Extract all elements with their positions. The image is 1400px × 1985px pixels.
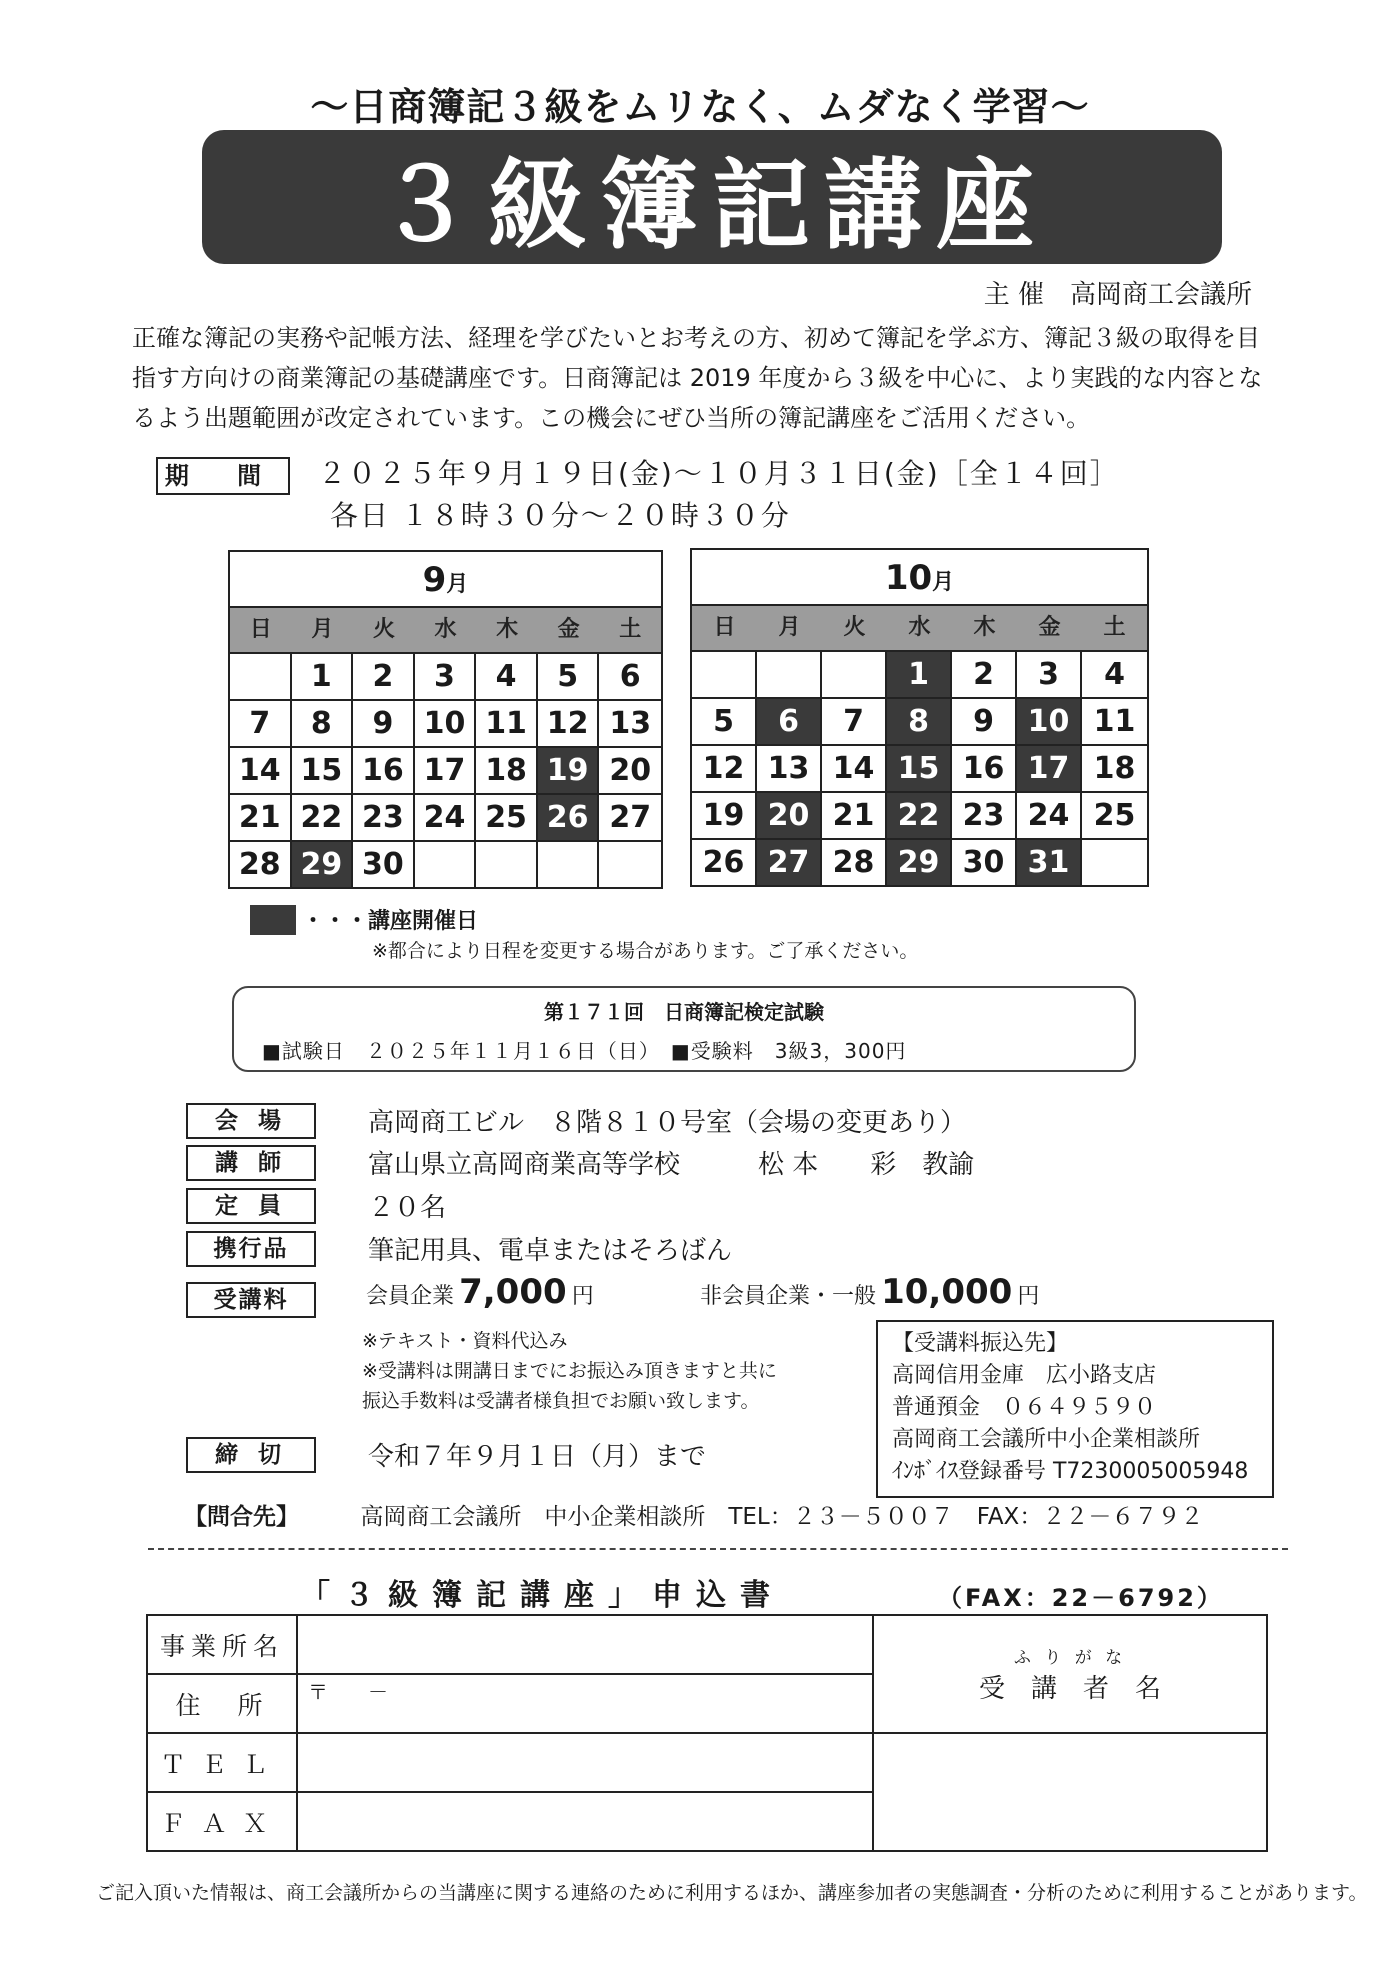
calendar-day-class: 20 [757, 793, 822, 840]
capacity-value: ２０名 [368, 1193, 447, 1223]
calendar-day-class: 6 [757, 699, 822, 746]
teacher-value: 富山県立高岡商業高等学校 松 本 彩 教諭 [368, 1150, 975, 1180]
calendar-day: 17 [415, 748, 477, 795]
items-label: 携行品 [186, 1231, 316, 1267]
calendar-day: 18 [476, 748, 538, 795]
calendar-day: 13 [757, 746, 822, 793]
business-name-field[interactable] [297, 1615, 873, 1674]
bank-line: 高岡信用金庫 広小路支店 [892, 1363, 1157, 1388]
calendar-day-class: 19 [538, 748, 600, 795]
calendar-day-class: 26 [538, 795, 600, 842]
calendar-day: 12 [538, 701, 600, 748]
weekday-label: 月 [311, 617, 334, 642]
calendar-day: 22 [292, 795, 354, 842]
calendar-day: 24 [415, 795, 477, 842]
deadline-value: 令和７年９月１日（月）まで [368, 1442, 707, 1472]
calendar-day: 7 [822, 699, 887, 746]
calendar-empty-cell [476, 842, 538, 887]
calendar-day-class: 29 [887, 840, 952, 885]
organizer: 主 催 高岡商工会議所 [983, 280, 1252, 310]
weekday-label: 木 [973, 615, 996, 640]
bank-line: 高岡商工会議所中小企業相談所 [892, 1427, 1201, 1452]
calendar-day-class: 29 [292, 842, 354, 887]
calendar-day: 16 [353, 748, 415, 795]
deadline-label: 締 切 [186, 1437, 316, 1473]
calendar-day: 30 [952, 840, 1017, 885]
bank-line: ｲﾝﾎﾞｲｽ登録番号 T7230005005948 [892, 1459, 1249, 1484]
calendar-day: 4 [476, 654, 538, 701]
form-fax: （FAX：22－6792） [938, 1584, 1224, 1612]
business-name-label: 事業所名 [147, 1615, 297, 1674]
calendar-day: 11 [476, 701, 538, 748]
calendar-september [228, 550, 663, 889]
calendar-empty-cell [415, 842, 477, 887]
bank-info-box [876, 1320, 1274, 1498]
calendar-day: 6 [599, 654, 661, 701]
calendar-day-class: 31 [1017, 840, 1082, 885]
application-form [146, 1614, 1268, 1852]
weekday-label: 月 [778, 615, 801, 640]
cut-line [148, 1548, 1288, 1550]
venue-label: 会 場 [186, 1103, 316, 1139]
calendar-day: 20 [599, 748, 661, 795]
fee-member: 会員企業 7,000 円 [366, 1272, 594, 1312]
teacher-label: 講 師 [186, 1145, 316, 1181]
calendar-empty-cell [230, 654, 292, 701]
calendar-weekday-header [692, 606, 1147, 652]
venue-value: 高岡商工ビル ８階８１０号室（会場の変更あり） [368, 1108, 967, 1138]
calendar-day: 4 [1082, 652, 1147, 699]
items-value: 筆記用具、電卓またはそろばん [368, 1236, 733, 1266]
period-dates: ２０２５年９月１９日(金)～１０月３１日(金)［全１４回］ [318, 457, 1120, 490]
calendar-day: 28 [822, 840, 887, 885]
calendar-day: 14 [822, 746, 887, 793]
calendar-empty-cell [822, 652, 887, 699]
calendar-day-class: 8 [887, 699, 952, 746]
fax-field[interactable] [297, 1792, 873, 1851]
contact-info: 【問合先】 高岡商工会議所 中小企業相談所 TEL：２３－５００７ FAX：２２－６７９２ [184, 1504, 1204, 1530]
calendar-day-class: 27 [757, 840, 822, 885]
calendar-day: 5 [692, 699, 757, 746]
weekday-label: 木 [496, 617, 519, 642]
legend-swatch [250, 905, 296, 935]
weekday-label: 土 [619, 617, 642, 642]
fee-notes: ※テキスト・資料代込み ※受講料は開講日までにお振込み頂きますと共に 振込手数料は受講者様負担でお願い致します。 [362, 1330, 777, 1412]
calendar-day: 25 [1082, 793, 1147, 840]
calendar-day: 5 [538, 654, 600, 701]
calendar-day: 9 [952, 699, 1017, 746]
calendar-october [690, 548, 1149, 887]
calendar-empty-cell [692, 652, 757, 699]
intro-text: 正確な簿記の実務や記帳方法、経理を学びたいとお考えの方、初めて簿記を学ぶ方、簿記３級の取得を目指す方向けの商業簿記の基礎講座です。日商簿記は 2019 年度から３級を中心に、より実践的な内容となるよう出題範囲が改定されています。この機会にぜひ当所の簿記講座をご活用ください。 [132, 324, 1263, 432]
fax-label: ＦＡＸ [147, 1792, 297, 1851]
calendar-month-title: 10月 [692, 550, 1147, 606]
calendar-day: 15 [292, 748, 354, 795]
calendar-day: 3 [415, 654, 477, 701]
weekday-label: 金 [1038, 615, 1061, 640]
calendar-day: 21 [822, 793, 887, 840]
weekday-label: 土 [1103, 615, 1126, 640]
attendee-name-field[interactable] [873, 1733, 1267, 1851]
calendar-day: 21 [230, 795, 292, 842]
calendar-day: 1 [292, 654, 354, 701]
attendee-header: ふ り が な 受 講 者 名 [873, 1615, 1267, 1733]
calendar-day: 26 [692, 840, 757, 885]
exam-title: 第１７１回 日商簿記検定試験 [544, 1000, 824, 1024]
address-label: 住 所 [147, 1674, 297, 1733]
calendar-day-class: 10 [1017, 699, 1082, 746]
form-title: 「３級簿記講座」申込書 [300, 1578, 784, 1613]
calendar-day: 23 [952, 793, 1017, 840]
calendar-month-title: 9月 [230, 552, 661, 608]
calendar-day: 16 [952, 746, 1017, 793]
calendar-day: 13 [599, 701, 661, 748]
calendar-day: 9 [353, 701, 415, 748]
calendar-day: 30 [353, 842, 415, 887]
calendar-day-class: 22 [887, 793, 952, 840]
calendar-day: 28 [230, 842, 292, 887]
weekday-label: 金 [557, 617, 580, 642]
calendar-day: 3 [1017, 652, 1082, 699]
fee-nonmember: 非会員企業・一般 10,000 円 [700, 1272, 1040, 1312]
calendar-day: 24 [1017, 793, 1082, 840]
weekday-label: 火 [843, 615, 866, 640]
calendar-weekday-header [230, 608, 661, 654]
fee-label: 受講料 [186, 1282, 316, 1318]
calendar-day: 10 [415, 701, 477, 748]
calendar-empty-cell [757, 652, 822, 699]
weekday-label: 日 [249, 617, 272, 642]
calendar-empty-cell [599, 842, 661, 887]
calendar-grid [692, 652, 1147, 885]
calendar-day: 18 [1082, 746, 1147, 793]
calendar-day: 11 [1082, 699, 1147, 746]
calendar-day: 8 [292, 701, 354, 748]
period-times: 各日 １８時３０分～２０時３０分 [330, 499, 791, 532]
period-label: 期 間 [156, 457, 290, 495]
calendar-empty-cell [1082, 840, 1147, 885]
address-field[interactable]: 〒 － [297, 1674, 873, 1733]
privacy-notice: ご記入頂いた情報は、商工会議所からの当講座に関する連絡のために利用するほか、講座参加者の実態調査・分析のために利用することがあります。 [96, 1882, 1368, 1904]
legend-text: ・・・講座開催日 [302, 909, 479, 934]
calendar-grid [230, 654, 661, 887]
calendar-day-class: 17 [1017, 746, 1082, 793]
subtitle: ～日商簿記３級をムリなく、ムダなく学習～ [310, 85, 1090, 129]
weekday-label: 火 [372, 617, 395, 642]
calendar-day: 27 [599, 795, 661, 842]
title-banner [202, 130, 1222, 264]
page-title: ３級簿記講座 [375, 148, 1048, 263]
tel-label: ＴＥＬ [147, 1733, 297, 1792]
exam-details: ■試験日 ２０２５年１１月１６日（日） ■受験料 3級3，300円 [262, 1039, 907, 1063]
calendar-day: 23 [353, 795, 415, 842]
weekday-label: 日 [713, 615, 736, 640]
calendar-empty-cell [538, 842, 600, 887]
calendar-day-class: 15 [887, 746, 952, 793]
bank-title: 【受講料振込先】 [892, 1331, 1069, 1356]
calendar-day: 14 [230, 748, 292, 795]
calendar-day-class: 1 [887, 652, 952, 699]
weekday-label: 水 [434, 617, 457, 642]
bank-line: 普通預金 ０６４９５９０ [892, 1395, 1157, 1420]
tel-field[interactable] [297, 1733, 873, 1792]
calendar-day: 2 [353, 654, 415, 701]
schedule-note: ※都合により日程を変更する場合があります。ご了承ください。 [372, 940, 919, 962]
calendar-day: 12 [692, 746, 757, 793]
calendar-day: 19 [692, 793, 757, 840]
weekday-label: 水 [908, 615, 931, 640]
calendar-day: 2 [952, 652, 1017, 699]
calendar-day: 7 [230, 701, 292, 748]
capacity-label: 定 員 [186, 1188, 316, 1224]
calendar-day: 25 [476, 795, 538, 842]
